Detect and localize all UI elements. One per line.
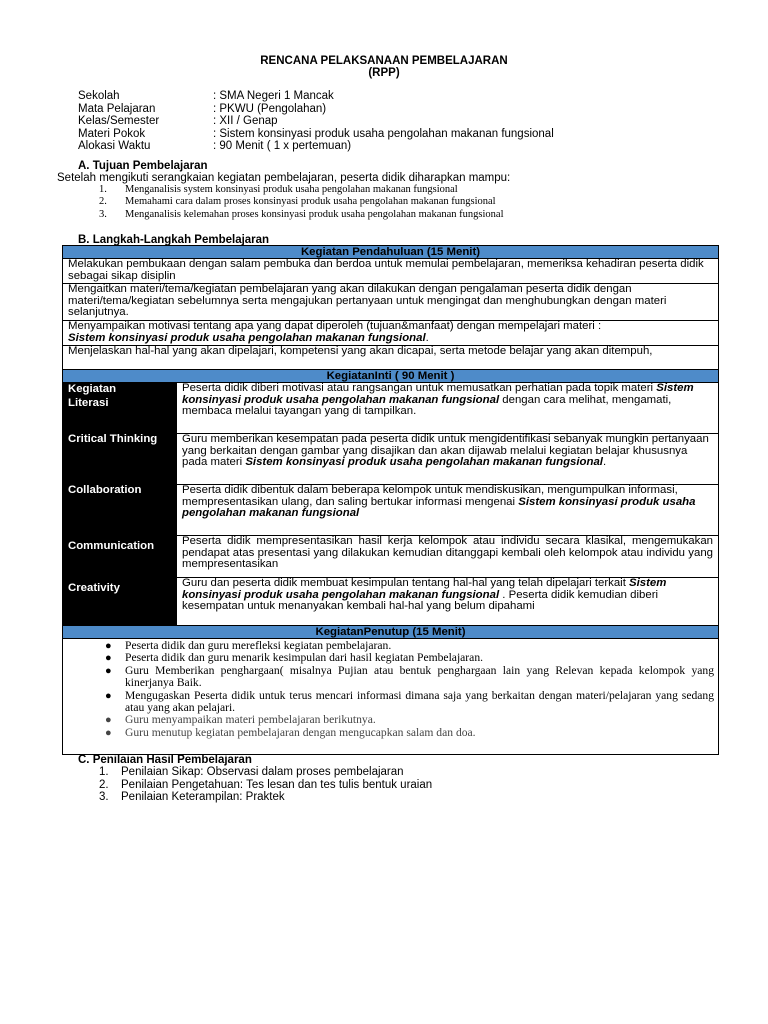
info-value: : PKWU (Pengolahan) bbox=[213, 102, 327, 115]
info-key: Alokasi Waktu bbox=[78, 140, 151, 152]
pendahuluan-header: Kegiatan Pendahuluan (15 Menit) bbox=[63, 246, 719, 259]
identity-block bbox=[78, 90, 554, 153]
list-item: ● Guru Memberikan penghargaan( misalnya Pujian atau bentuk penghargaan lain yang Relevan kepada kelompok yang kinerjanya Baik. bbox=[105, 663, 714, 690]
list-item: ● Peserta didik dan guru merefleksi kegiatan pembelajaran. bbox=[105, 639, 392, 652]
info-value: : SMA Negeri 1 Mancak bbox=[213, 90, 334, 102]
label-communication: Communication bbox=[63, 536, 177, 578]
penutup-cell bbox=[63, 639, 719, 755]
table-row-motivasi: Menyampaikan motivasi tentang apa yang dapat diperoleh (tujuan&manfaat) dengan mempelajari materi : Sistem konsinyasi produk usaha pengolahan makanan fungsional. bbox=[63, 321, 719, 346]
label-critical-thinking: Critical Thinking bbox=[63, 434, 177, 485]
objectives-list bbox=[99, 184, 504, 221]
document-title: RENCANA PELAKSANAAN PEMBELAJARAN bbox=[260, 55, 508, 67]
cell-creativity: Guru dan peserta didik membuat kesimpulan tentang hal-hal yang telah dipelajari terkait Sistem konsinyasi produk usaha pengolahan makanan fungsional . Peserta didik kemudian diberi kesempatan untuk menanyakan kembali hal-hal yang belum dipahami bbox=[177, 578, 719, 626]
penutup-header: KegiatanPenutup (15 Menit) bbox=[63, 626, 719, 639]
list-item: 2. Penilaian Pengetahuan: Tes lesan dan tes tulis bentuk uraian bbox=[99, 778, 433, 791]
info-row-class bbox=[78, 115, 554, 128]
info-row-school bbox=[78, 90, 554, 103]
list-item: ● Guru menutup kegiatan pembelajaran dengan mengucapkan salam dan doa. bbox=[105, 725, 476, 739]
info-value: : Sistem konsinyasi produk usaha pengolahan makanan fungsional bbox=[213, 127, 554, 140]
list-item: ● Mengugaskan Peserta didik untuk terus mencari informasi dimana saja yang berkaitan dengan materi/pelajaran yang sedang atau yang akan pelajari. bbox=[105, 688, 714, 715]
section-b-heading: B. Langkah-Langkah Pembelajaran bbox=[78, 234, 270, 246]
table-row: Melakukan pembukaan dengan salam pembuka dan berdoa untuk memulai pembelajaran, memeriksa kehadiran peserta didik sebagai sikap disiplin bbox=[63, 259, 719, 284]
closing-list bbox=[68, 640, 714, 739]
list-item: 3. Penilaian Keterampilan: Praktek bbox=[99, 791, 285, 803]
list-item: ● Peserta didik dan guru menarik kesimpulan dari hasil kegiatan Pembelajaran. bbox=[105, 651, 484, 665]
assessment-list bbox=[99, 766, 432, 804]
table-row: Menjelaskan hal-hal yang akan dipelajari, kompetensi yang akan dicapai, serta metode belajar yang akan ditempuh, bbox=[63, 346, 719, 370]
info-key: Sekolah bbox=[78, 90, 120, 102]
table-row: Mengaitkan materi/tema/kegiatan pembelajaran yang akan dilakukan dengan pengalaman peserta didik dengan materi/tema/kegiatan sebelumnya serta mengajukan pertanyaan untuk mengingat dan menghubungkan dengan materi selanjutnya. bbox=[63, 284, 719, 321]
label-literasi: Kegiatan Literasi bbox=[63, 383, 177, 434]
info-value: : XII / Genap bbox=[213, 115, 278, 127]
cell-literasi: Peserta didik diberi motivasi atau rangsangan untuk memusatkan perhatian pada topik materi Sistem konsinyasi produk usaha pengolahan makanan fungsional dengan cara melihat, mengamati, membaca melalui tayangan yang di tampilkan. bbox=[177, 383, 719, 434]
list-item: 2. Memahami cara dalam proses konsinyasi produk usaha pengolahan makanan fungsional bbox=[99, 196, 496, 208]
section-a-heading: A. Tujuan Pembelajaran bbox=[78, 160, 208, 172]
label-creativity: Creativity bbox=[63, 578, 177, 626]
list-item: ● Guru menyampaikan materi pembelajaran berikutnya. bbox=[105, 713, 376, 727]
info-key: Mata Pelajaran bbox=[78, 102, 156, 115]
info-key: Materi Pokok bbox=[78, 127, 146, 140]
info-row-time bbox=[78, 140, 554, 153]
list-item: 3. Menganalisis kelemahan proses konsinyasi produk usaha pengolahan makanan fungsional bbox=[99, 208, 504, 220]
cell-critical-thinking: Guru memberikan kesempatan pada peserta didik untuk mengidentifikasi sebanyak mungkin pertanyaan yang berkaitan dengan gambar yang disajikan dan akan dijawab melalui kegiatan belajar khususnya pada materi Sistem konsinyasi produk usaha pengolahan makanan fungsional. bbox=[177, 434, 719, 485]
list-item: 1. Menganalisis system konsinyasi produk usaha pengolahan makanan fungsional bbox=[99, 184, 458, 195]
inti-header: KegiatanInti ( 90 Menit ) bbox=[63, 370, 719, 383]
learning-steps-table bbox=[62, 245, 719, 755]
list-item: 1. Penilaian Sikap: Observasi dalam proses pembelajaran bbox=[99, 766, 404, 778]
cell-communication: Peserta didik mempresentasikan hasil kerja kelompok atau individu secara klasikal, mengemukakan pendapat atas presentasi yang dilakukan kemudian ditanggapi kembali oleh kelompok atau individu yang mempresentasikan bbox=[177, 536, 719, 578]
info-key: Kelas/Semester bbox=[78, 115, 160, 127]
section-a-intro: Setelah mengikuti serangkaian kegiatan pembelajaran, peserta didik diharapkan mampu: bbox=[57, 172, 511, 184]
section-c-heading: C. Penilaian Hasil Pembelajaran bbox=[78, 754, 252, 766]
info-row-topic bbox=[78, 128, 554, 141]
info-value: : 90 Menit ( 1 x pertemuan) bbox=[213, 140, 352, 152]
cell-collaboration: Peserta didik dibentuk dalam beberapa kelompok untuk mendiskusikan, mengumpulkan informasi, mempresentasikan ulang, dan saling bertukar informasi mengenai Sistem konsinyasi produk usaha pengolahan makanan fungsional bbox=[177, 485, 719, 536]
label-collaboration: Collaboration bbox=[63, 485, 177, 536]
document-subtitle: (RPP) bbox=[368, 67, 400, 79]
info-row-subject bbox=[78, 103, 554, 116]
